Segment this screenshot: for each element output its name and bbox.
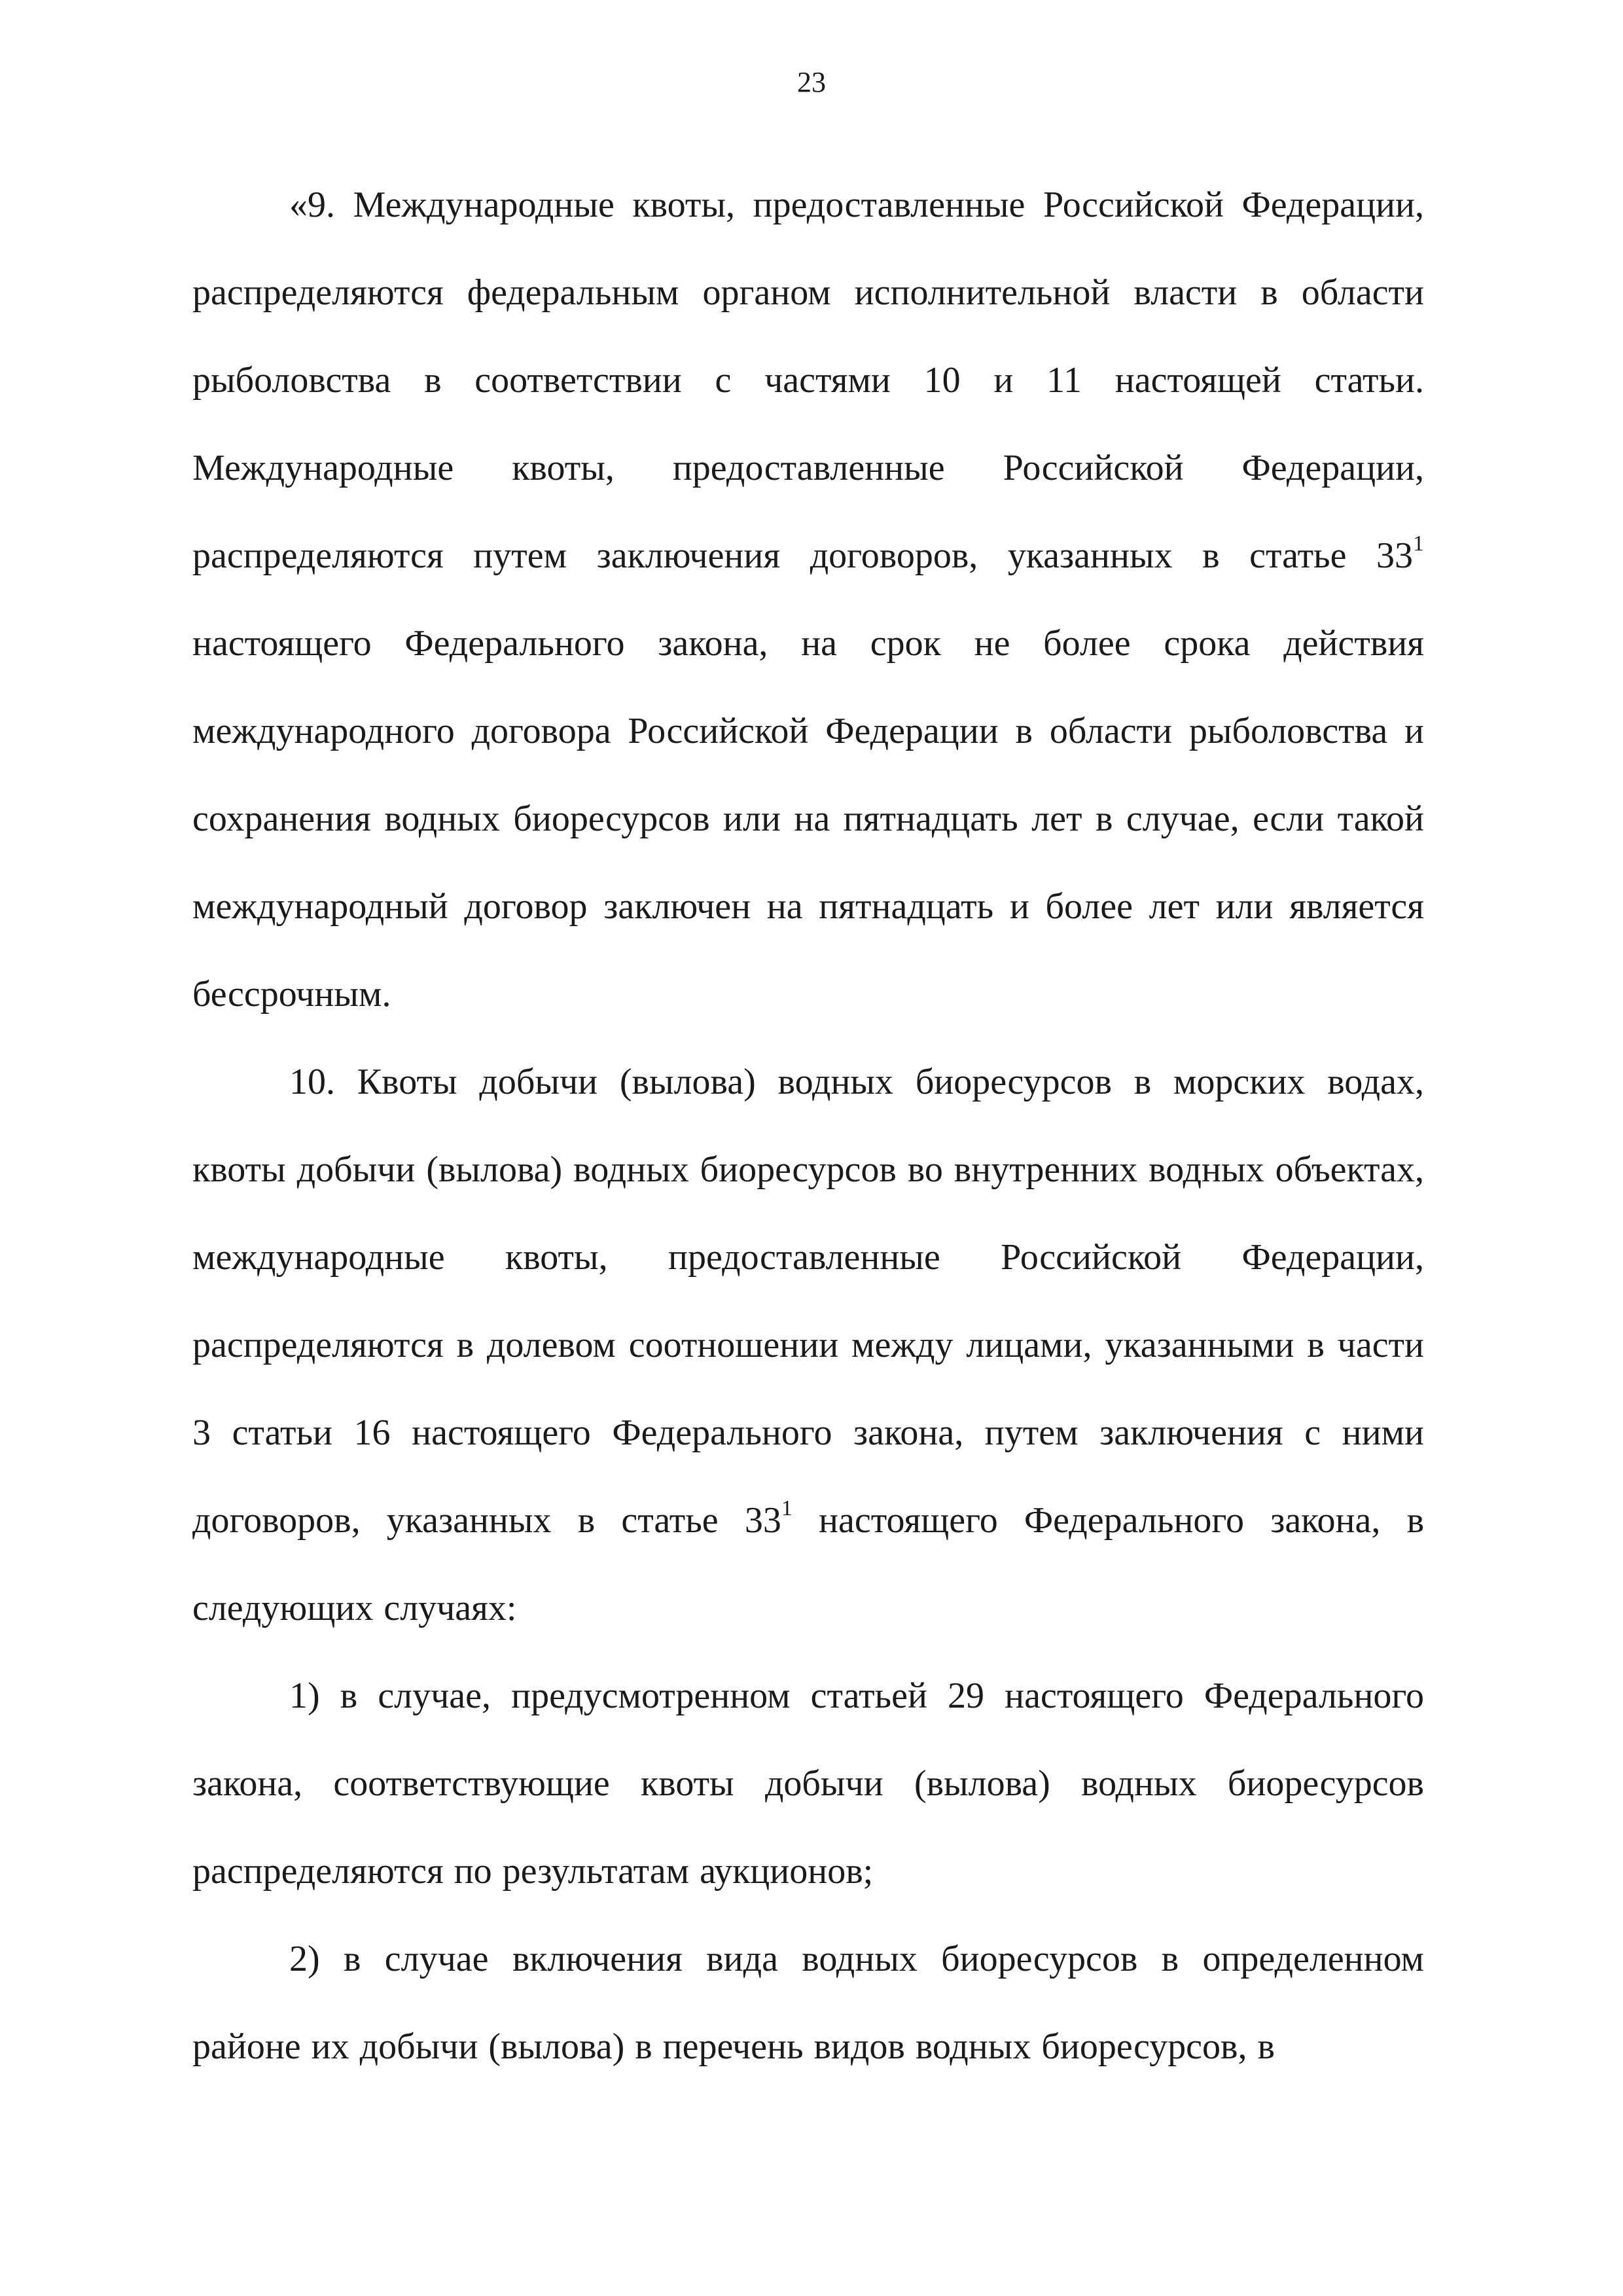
- list-item-2: [192, 1915, 1424, 2090]
- paragraph-text: 1) в случае, предусмотренном статьей 29 настоящего Федерального закона, соответствующие квоты добычи (вылова) водных биоресурсов распределяются по результатам аукционов;: [192, 1676, 1424, 1892]
- paragraph-text: «9. Международные квоты, предоставленные Российской Федерации, распределяются федеральным органом исполнительной власти в области рыболовства в соответствии с частями 10 и 11 настоящей статьи. Международные квоты, предоставленные Российской Федерации, распределяются путем заключения договоров, указанных в статье 33: [192, 185, 1424, 576]
- paragraph-text: настоящего Федерального закона, на срок не более срока действия международного договора Российской Федерации в области рыболовства и сохранения водных биоресурсов или на пятнадцать лет в случае, если такой международный договор заключен на пятнадцать и более лет или является бессрочным.: [192, 623, 1424, 1014]
- document-body: [192, 161, 1424, 2090]
- paragraph-9: [192, 161, 1424, 1038]
- paragraph-10: [192, 1038, 1424, 1652]
- paragraph-text: настоящего Федерального закона, в следующих случаях:: [192, 1500, 1425, 1628]
- paragraph-text: 10. Квоты добычи (вылова) водных биоресурсов в морских водах, квоты добычи (вылова) водных биоресурсов во внутренних водных объектах, международные квоты, предоставленные Российской Федерации, распределяются в долевом соотношении между лицами, указанными в части 3 статьи 16 настоящего Федерального закона, путем заключения с ними договоров, указанных в статье 33: [192, 1062, 1424, 1541]
- list-item-1: [192, 1652, 1424, 1915]
- paragraph-text: 2) в случае включения вида водных биоресурсов в определенном районе их добычи (вылова) в перечень видов водных биоресурсов, в: [192, 1939, 1424, 2067]
- page-number: 23: [797, 66, 826, 98]
- superscript-article-number: 1: [1413, 531, 1424, 556]
- superscript-article-number: 1: [781, 1496, 793, 1520]
